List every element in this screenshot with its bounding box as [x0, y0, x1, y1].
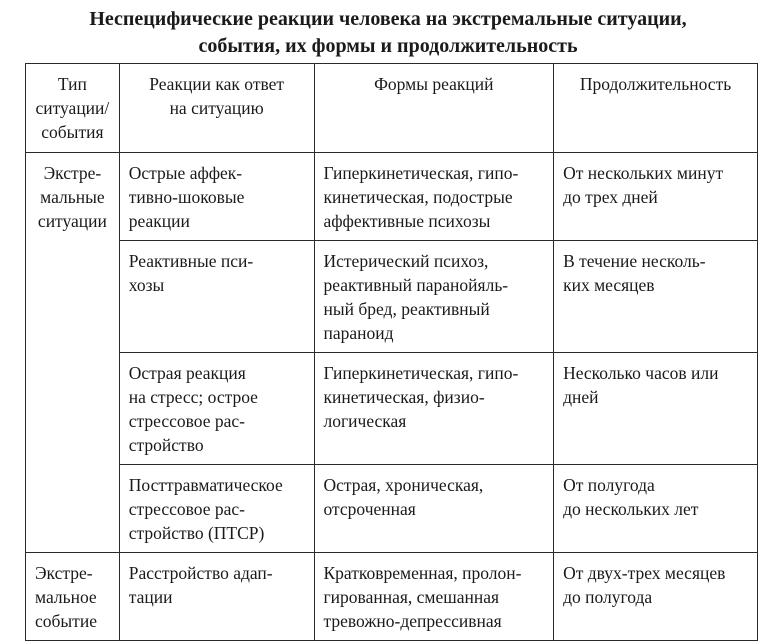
reaction-cell	[119, 241, 314, 353]
duration-cell	[554, 353, 758, 465]
reaction-cell	[119, 465, 314, 553]
situation-type-cell	[26, 553, 120, 641]
cell-text-line: мальные	[40, 187, 105, 207]
cell-text-line: кинетическая, подострые	[323, 187, 513, 207]
cell-text-line: параноид	[323, 323, 394, 343]
duration-cell	[554, 241, 758, 353]
cell-text-line: Острые аффек-	[128, 163, 243, 183]
header-row	[26, 64, 758, 153]
forms-cell	[314, 465, 554, 553]
cell-text-line: тивно-шоковые	[128, 187, 245, 207]
cell-text-line: Гиперкинетическая, гипо-	[323, 363, 519, 383]
cell-text-line: логическая	[323, 411, 407, 431]
reactions-table	[25, 63, 758, 641]
forms-cell	[314, 153, 554, 241]
header-text-line: Формы реакций	[374, 74, 494, 94]
forms-cell	[314, 353, 554, 465]
table-row	[26, 465, 758, 553]
forms-cell	[314, 241, 554, 353]
cell-text-line: Расстройство адап-	[128, 563, 273, 583]
cell-text-line: реакции	[128, 211, 190, 231]
cell-text-line: ких месяцев	[563, 275, 655, 295]
cell-text-line: От полугода	[563, 475, 655, 495]
cell-text-line: стрессовое рас-	[128, 411, 246, 431]
cell-text-line: на стресс; острое	[128, 387, 258, 407]
title-line-2: события, их формы и продолжительность	[198, 35, 578, 57]
duration-cell	[554, 465, 758, 553]
reaction-cell	[119, 353, 314, 465]
title-line-1: Неспецифические реакции человека на экстремальные ситуации,	[89, 8, 687, 30]
cell-text-line: стройство (ПТСР)	[128, 523, 265, 543]
header-forms	[314, 64, 554, 153]
situation-type-cell	[26, 153, 120, 553]
table-row	[26, 353, 758, 465]
cell-text-line: отсроченная	[323, 499, 416, 519]
cell-text-line: до трех дней	[563, 187, 658, 207]
cell-text-line: Кратковременная, пролон-	[323, 563, 522, 583]
header-text-line: события	[41, 122, 104, 142]
cell-text-line: От двух-трех месяцев	[563, 563, 726, 583]
cell-text-line: дней	[563, 387, 599, 407]
cell-text-line: кинетическая, физио-	[323, 387, 485, 407]
cell-text-line: Истерический психоз,	[323, 251, 489, 271]
forms-cell	[314, 553, 554, 641]
cell-text-line: В течение несколь-	[563, 251, 706, 271]
header-text-line: ситуации/	[35, 98, 110, 118]
cell-text-line: аффективные психозы	[323, 211, 491, 231]
header-reactions	[119, 64, 314, 153]
header-text-line: Продолжительность	[579, 74, 732, 94]
cell-text-line: Несколько часов или	[563, 363, 719, 383]
cell-text-line: стрессовое рас-	[128, 499, 246, 519]
duration-cell	[554, 153, 758, 241]
cell-text-line: ный бред, реактивный	[323, 299, 490, 319]
cell-text-line: до полугода	[563, 587, 653, 607]
reaction-cell	[119, 553, 314, 641]
cell-text-line: до нескольких лет	[563, 499, 699, 519]
table-title	[0, 6, 776, 60]
header-duration	[554, 64, 758, 153]
cell-text-line: тации	[128, 587, 173, 607]
cell-text-line: тревожно-депрессивная	[323, 611, 502, 631]
cell-text-line: Гиперкинетическая, гипо-	[323, 163, 519, 183]
cell-text-line: мальное	[35, 587, 97, 607]
cell-text-line: гированная, смешанная	[323, 587, 500, 607]
table-row	[26, 153, 758, 241]
cell-text-line: От нескольких минут	[563, 163, 724, 183]
header-text-line: Тип	[57, 74, 87, 94]
duration-cell	[554, 553, 758, 641]
header-text-line: Реакции как ответ	[149, 74, 285, 94]
cell-text-line: Острая, хроническая,	[323, 475, 484, 495]
cell-text-line: событие	[35, 611, 97, 631]
table-row	[26, 241, 758, 353]
cell-text-line: Реактивные пси-	[128, 251, 254, 271]
cell-text-line: хозы	[128, 275, 165, 295]
cell-text-line: ситуации	[37, 211, 107, 231]
cell-text-line: Острая реакция	[128, 363, 246, 383]
table-row	[26, 553, 758, 641]
cell-text-line: реактивный паранойяль-	[323, 275, 509, 295]
cell-text-line: стройство	[128, 435, 204, 455]
cell-text-line: Экстре-	[43, 163, 102, 183]
cell-text-line: Экстре-	[35, 563, 93, 583]
reaction-cell	[119, 153, 314, 241]
cell-text-line: Посттравматическое	[128, 475, 283, 495]
header-situation-type	[26, 64, 120, 153]
header-text-line: на ситуацию	[169, 98, 264, 118]
